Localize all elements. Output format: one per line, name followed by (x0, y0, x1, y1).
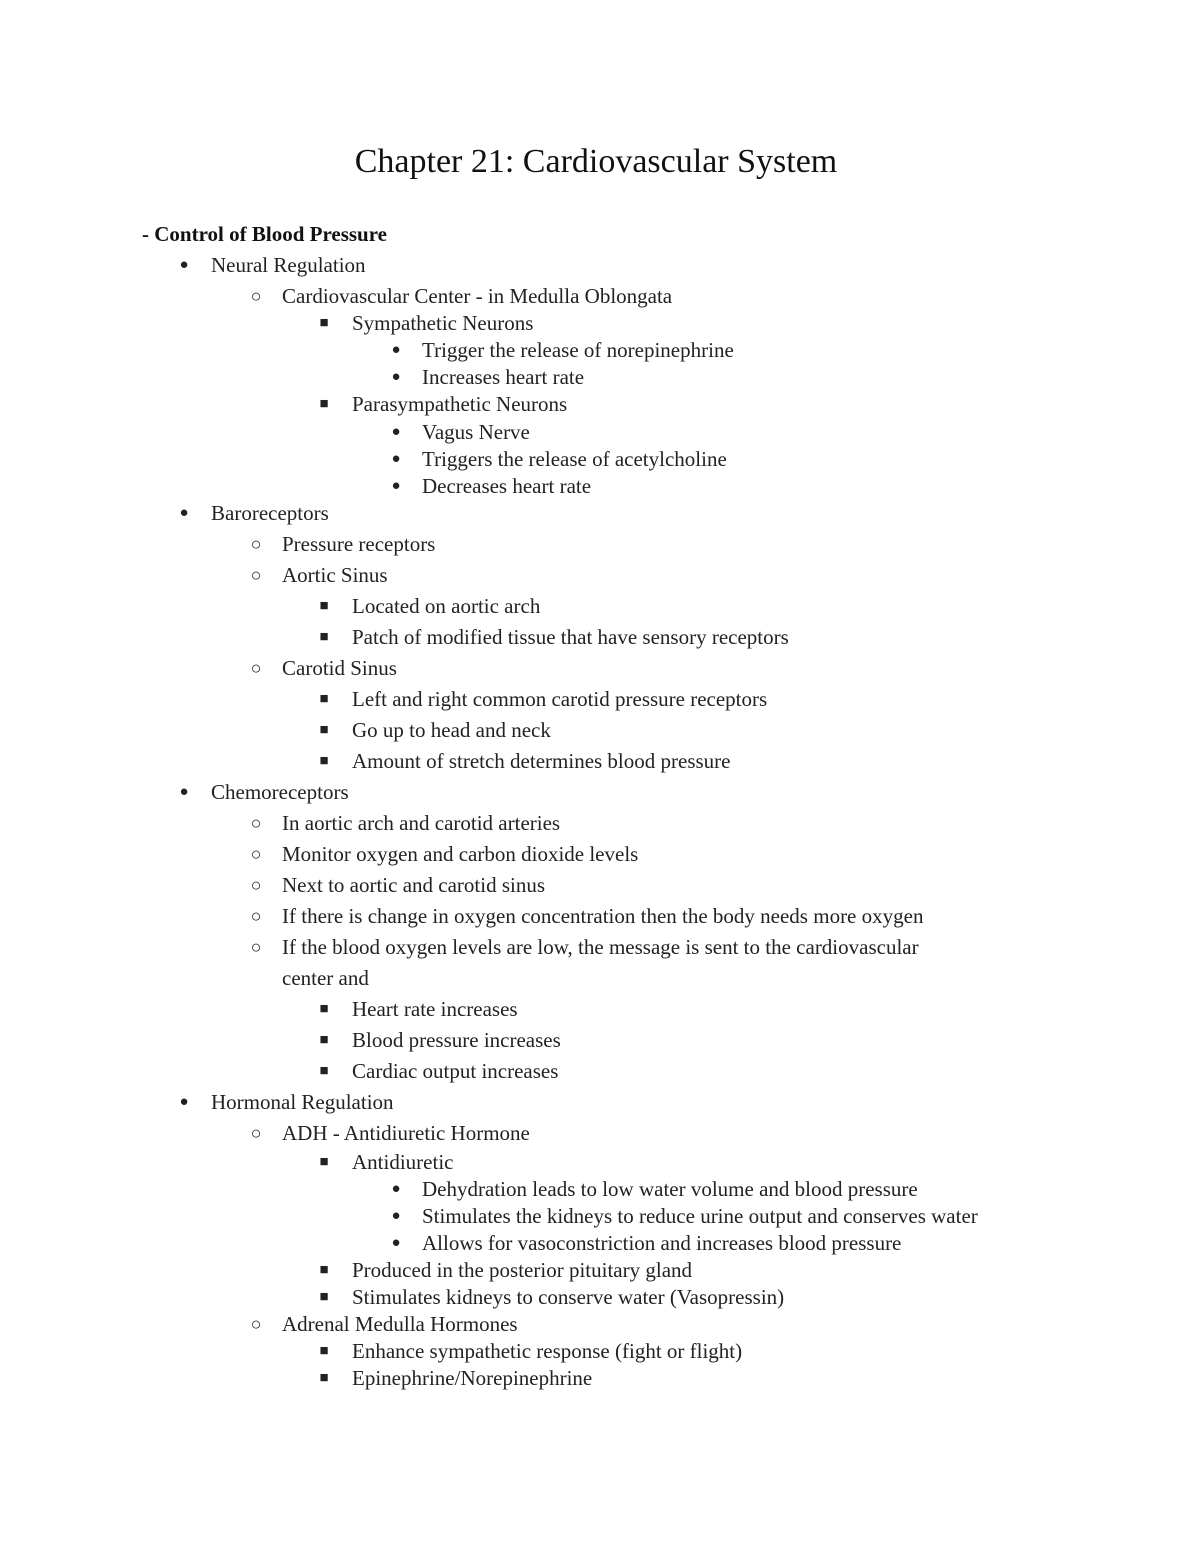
bullet-level-2: ○ (250, 286, 262, 306)
bullet-level-4: ● (391, 369, 401, 385)
bullet-level-4: ● (391, 424, 401, 440)
outline-item-text: Produced in the posterior pituitary gland (352, 1258, 693, 1282)
outline-item-text: Stimulates the kidneys to reduce urine output and conserves water (422, 1204, 978, 1228)
outline-item-text: Parasympathetic Neurons (352, 392, 568, 416)
bullet-level-3: ■ (319, 396, 329, 412)
bullet-level-2: ○ (250, 565, 262, 585)
outline-item-text: Blood pressure increases (352, 1028, 561, 1052)
bullet-level-3: ■ (319, 691, 329, 707)
outline-item-text: Chemoreceptors (211, 780, 349, 804)
bullet-level-1: ● (179, 505, 189, 521)
outline-item-text: Epinephrine/Norepinephrine (352, 1366, 593, 1390)
bullet-level-2: ○ (250, 937, 262, 957)
outline-item-text: Cardiovascular Center - in Medulla Oblongata (282, 284, 673, 308)
bullet-level-3: ■ (319, 1370, 329, 1386)
section-heading: - Control of Blood Pressure (142, 222, 387, 246)
outline-item-text: Neural Regulation (211, 253, 366, 277)
outline-item-text: Amount of stretch determines blood pressure (352, 749, 731, 773)
outline-item-text: ADH - Antidiuretic Hormone (282, 1121, 530, 1145)
outline-item-text: Adrenal Medulla Hormones (282, 1312, 518, 1336)
outline-item-text: If the blood oxygen levels are low, the message is sent to the cardiovascular (282, 935, 919, 959)
bullet-level-3: ■ (319, 598, 329, 614)
outline-item-text: Baroreceptors (211, 501, 329, 525)
bullet-level-2: ○ (250, 906, 262, 926)
outline-item-text: Decreases heart rate (422, 474, 592, 498)
bullet-level-3: ■ (319, 1343, 329, 1359)
outline-item-text: Left and right common carotid pressure receptors (352, 687, 768, 711)
outline-item-text: Monitor oxygen and carbon dioxide levels (282, 842, 639, 866)
bullet-level-4: ● (391, 342, 401, 358)
outline-item-text: Enhance sympathetic response (fight or flight) (352, 1339, 743, 1363)
outline-item-text: Go up to head and neck (352, 718, 551, 742)
bullet-level-4: ● (391, 1235, 401, 1251)
bullet-level-3: ■ (319, 1032, 329, 1048)
outline-item-text: If there is change in oxygen concentration then the body needs more oxygen (282, 904, 924, 928)
bullet-level-4: ● (391, 1208, 401, 1224)
bullet-level-3: ■ (319, 753, 329, 769)
bullet-level-3: ■ (319, 1154, 329, 1170)
bullet-level-2: ○ (250, 1123, 262, 1143)
outline-item-text: Allows for vasoconstriction and increases blood pressure (422, 1231, 902, 1255)
outline-item-text: Aortic Sinus (282, 563, 388, 587)
bullet-level-2: ○ (250, 534, 262, 554)
bullet-level-3: ■ (319, 1262, 329, 1278)
outline-item-text: Dehydration leads to low water volume and blood pressure (422, 1177, 918, 1201)
outline-item-text: Located on aortic arch (352, 594, 541, 618)
outline-item-text: Increases heart rate (422, 365, 585, 389)
bullet-level-2: ○ (250, 875, 262, 895)
bullet-level-3: ■ (319, 629, 329, 645)
outline-item-text: Sympathetic Neurons (352, 311, 534, 335)
outline-item-text: Triggers the release of acetylcholine (422, 447, 727, 471)
bullet-level-2: ○ (250, 813, 262, 833)
bullet-level-4: ● (391, 478, 401, 494)
outline-item-text: Cardiac output increases (352, 1059, 559, 1083)
bullet-level-4: ● (391, 451, 401, 467)
outline-item-text: Antidiuretic (352, 1150, 454, 1174)
bullet-level-1: ● (179, 257, 189, 273)
outline-item-text: center and (282, 966, 369, 990)
bullet-level-2: ○ (250, 844, 262, 864)
outline-item-text: Stimulates kidneys to conserve water (Vasopressin) (352, 1285, 785, 1309)
outline-item-text: Trigger the release of norepinephrine (422, 338, 734, 362)
bullet-level-3: ■ (319, 315, 329, 331)
bullet-level-3: ■ (319, 722, 329, 738)
bullet-level-3: ■ (319, 1063, 329, 1079)
outline-item-text: In aortic arch and carotid arteries (282, 811, 561, 835)
bullet-level-3: ■ (319, 1001, 329, 1017)
bullet-level-1: ● (179, 1094, 189, 1110)
bullet-level-1: ● (179, 784, 189, 800)
bullet-level-4: ● (391, 1181, 401, 1197)
outline-item-text: Pressure receptors (282, 532, 436, 556)
page-title: Chapter 21: Cardiovascular System (354, 143, 838, 180)
bullet-level-2: ○ (250, 658, 262, 678)
outline-item-text: Heart rate increases (352, 997, 518, 1021)
bullet-level-2: ○ (250, 1314, 262, 1334)
outline-item-text: Patch of modified tissue that have sensory receptors (352, 625, 789, 649)
outline-item-text: Carotid Sinus (282, 656, 397, 680)
outline-item-text: Hormonal Regulation (211, 1090, 394, 1114)
outline-item-text: Vagus Nerve (422, 420, 530, 444)
bullet-level-3: ■ (319, 1289, 329, 1305)
outline-item-text: Next to aortic and carotid sinus (282, 873, 546, 897)
